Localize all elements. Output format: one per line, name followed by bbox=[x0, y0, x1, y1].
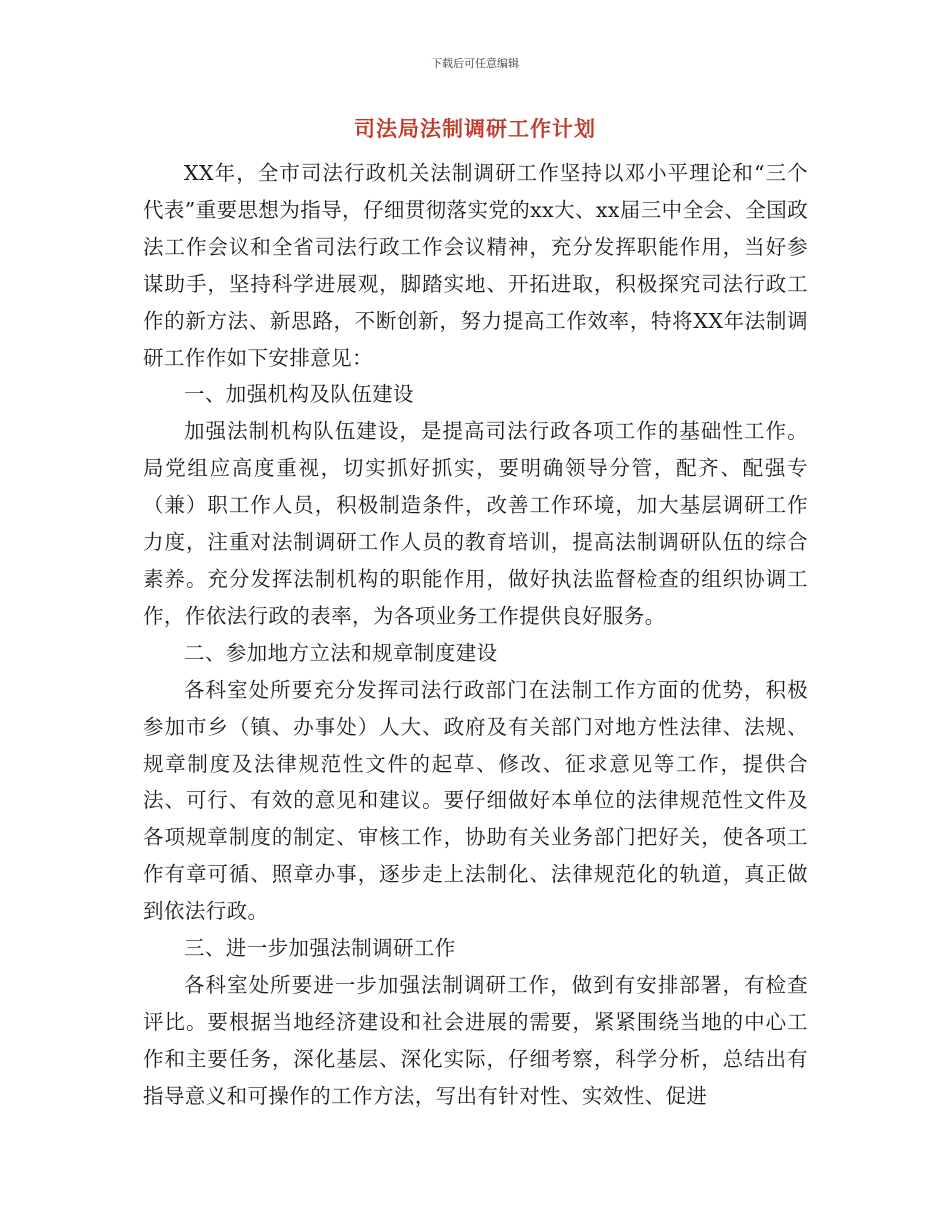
header-note: 下载后可任意编辑 bbox=[431, 57, 519, 70]
section-heading-1: 一、加强机构及队伍建设 bbox=[184, 382, 414, 407]
section-heading-3: 三、进一步加强法制调研工作 bbox=[184, 936, 456, 961]
section-1-paragraph: 加强法制机构队伍建设，是提高司法行政各项工作的基础性工作。局党组应高度重视，切实抓好抓实，要明确领导分管，配齐、配强专（兼）职工作人员，积极制造条件，改善工作环境，加大基层调研工作力度，注重对法制调研工作人员的教育培训，提高法制调研队伍的综合素养。充分发挥法制机构的职能作用，做好执法监督检查的组织协调工作，作依法行政的表率，为各项业务工作提供良好服务。 bbox=[143, 419, 808, 628]
section-2-paragraph: 各科室处所要充分发挥司法行政部门在法制工作方面的优势，积极参加市乡（镇、办事处）人大、政府及有关部门对地方性法律、法规、规章制度及法律规范性文件的起草、修改、征求意见等工作，提供合法、可行、有效的意见和建议。要仔细做好本单位的法律规范性文件及各项规章制度的制定、审核工作，协助有关业务部门把好关，使各项工作有章可循、照章办事，逐步走上法制化、法律规范化的轨道，真正做到依法行政。 bbox=[143, 677, 808, 924]
section-3-paragraph: 各科室处所要进一步加强法制调研工作，做到有安排部署，有检查评比。要根据当地经济建设和社会进展的需要，紧紧围绕当地的中心工作和主要任务，深化基层、深化实际，仔细考察，科学分析，总结出有指导意义和可操作的工作方法，写出有针对性、实效性、促进 bbox=[143, 972, 808, 1108]
document-title: 司法局法制调研工作计划 bbox=[354, 117, 596, 141]
document-body bbox=[143, 155, 808, 1115]
section-heading-2: 二、参加地方立法和规章制度建设 bbox=[184, 640, 498, 665]
intro-paragraph: XX年，全市司法行政机关法制调研工作坚持以邓小平理论和“三个代表”重要思想为指导，仔细贯彻落实党的xx大、xx届三中全会、全国政法工作会议和全省司法行政工作会议精神，充分发挥职能作用，当好参谋助手，坚持科学进展观，脚踏实地、开拓进取，积极探究司法行政工作的新方法、新思路，不断创新，努力提高工作效率，特将XX年法制调研工作作如下安排意见： bbox=[143, 161, 808, 370]
